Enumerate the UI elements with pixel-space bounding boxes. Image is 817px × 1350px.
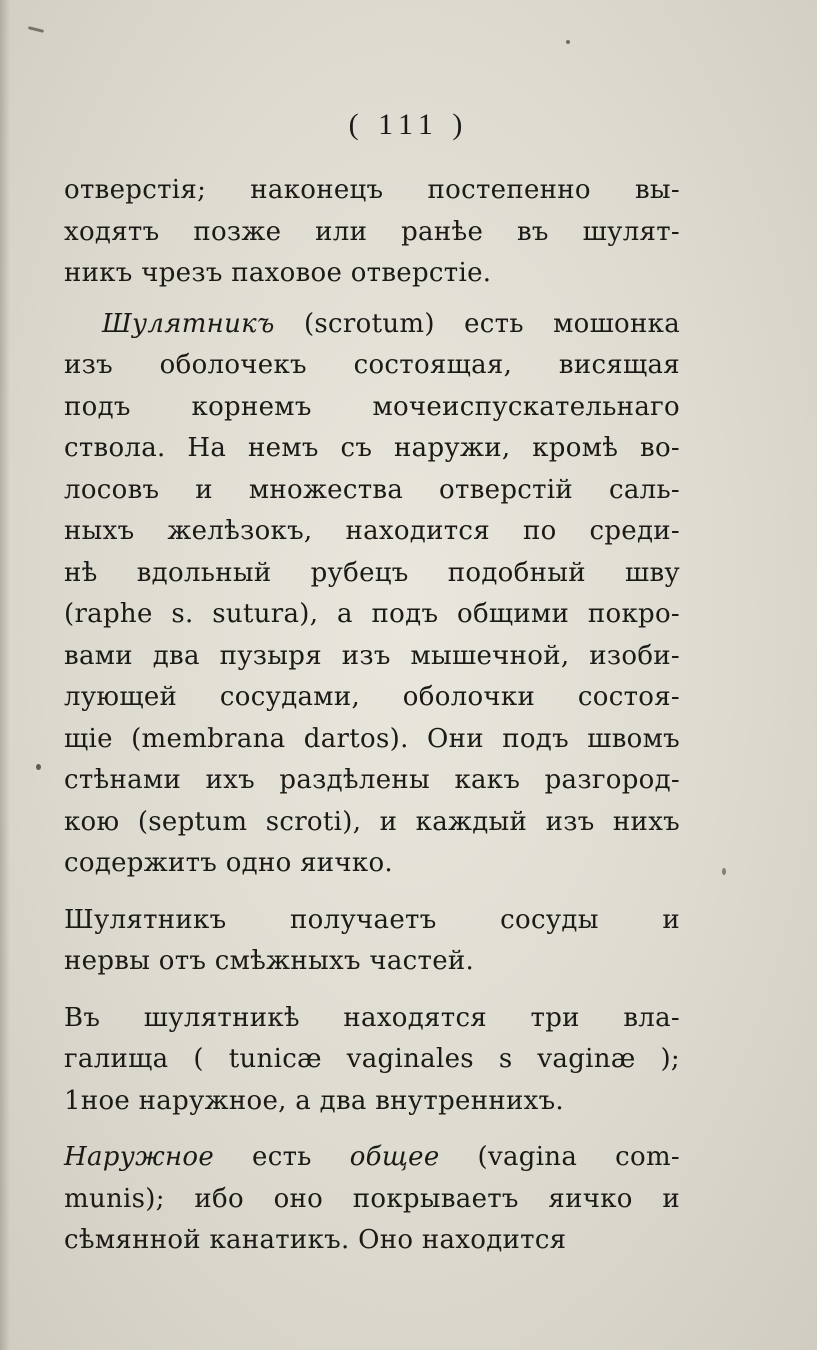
text-line: изъ оболочекъ состоящая, висящая xyxy=(64,350,680,380)
italic-term: общее xyxy=(349,1142,440,1172)
text-line: никъ чрезъ паховое отверстіе. xyxy=(64,258,492,288)
text-line: 1ное наружное, а два внутреннихъ. xyxy=(64,1085,564,1116)
text-line: щіе (membrana dartos). Они подъ швомъ xyxy=(64,723,680,754)
italic-term: Наружное xyxy=(64,1142,215,1172)
text-line: ствола. На немъ съ наружи, кромѣ во- xyxy=(64,433,680,463)
text-line xyxy=(64,304,680,346)
text-line: галища ( tunicæ vaginales s vaginæ ); xyxy=(64,1044,680,1074)
text-line: нѣ вдольный рубецъ подобный шву xyxy=(64,557,680,588)
ink-speck xyxy=(36,764,41,770)
text-line: нервы отъ смѣжныхъ частей. xyxy=(64,946,475,976)
page-left-edge-shadow xyxy=(0,0,10,1350)
text-line: Въ шулятникѣ находятся три вла- xyxy=(64,1002,680,1033)
paragraph xyxy=(64,170,680,295)
text-run: (scrotum) есть мошонка xyxy=(274,308,680,339)
paragraph xyxy=(64,304,680,885)
text-line: сѣмянной канатикъ. Оно находится xyxy=(64,1225,567,1255)
paragraph xyxy=(64,1137,680,1262)
text-line: ныхъ желѣзокъ, находится по среди- xyxy=(64,516,680,546)
page-number: ( 111 ) xyxy=(348,108,469,141)
ink-speck xyxy=(722,868,726,875)
text-line: содержитъ одно яичко. xyxy=(64,848,393,878)
text-line: лующей сосудами, оболочки состоя- xyxy=(64,682,680,712)
text-line: стѣнами ихъ раздѣлены какъ разгород- xyxy=(64,765,680,795)
italic-term: Шулятникъ xyxy=(102,308,275,339)
ink-speck xyxy=(28,26,44,33)
text-line: вами два пузыря изъ мышечной, изоби- xyxy=(64,640,680,671)
paragraph xyxy=(64,998,680,1123)
paragraph xyxy=(64,900,680,983)
text-run: есть xyxy=(214,1142,350,1172)
text-line: munis); ибо оно покрываетъ яичко и xyxy=(64,1183,680,1214)
text-run: (vagina com- xyxy=(439,1142,680,1172)
text-line: подъ корнемъ мочеиспускательнаго xyxy=(64,391,680,422)
text-line: (raphe s. sutura), а подъ общими покро- xyxy=(64,599,680,629)
page-body-text xyxy=(64,170,680,1262)
text-line: кою (septum scroti), и каждый изъ нихъ xyxy=(64,806,680,837)
ink-speck xyxy=(566,40,570,44)
text-line: ходятъ позже или ранѣе въ шулят- xyxy=(64,216,680,247)
text-line xyxy=(64,1137,680,1179)
text-line: лосовъ и множества отверстій саль- xyxy=(64,474,680,505)
text-line: отверстія; наконецъ постепенно вы- xyxy=(64,175,680,205)
text-line: Шулятникъ получаетъ сосуды и xyxy=(64,904,680,935)
